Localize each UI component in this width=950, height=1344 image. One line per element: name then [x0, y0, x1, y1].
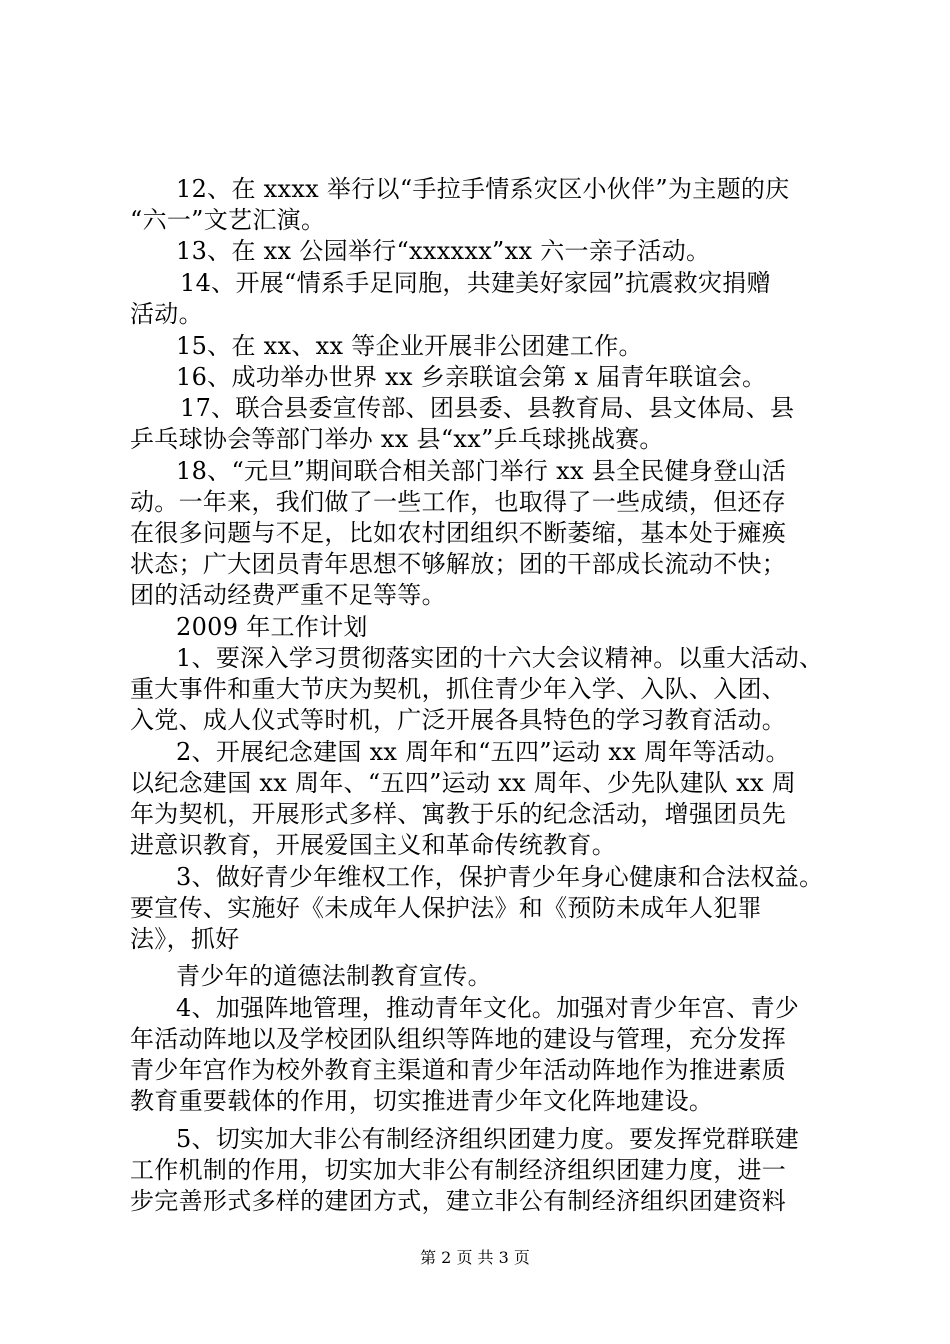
paragraph-line-13: 状态；广大团员青年思想不够解放；团的干部成长流动不快；: [130, 550, 787, 578]
paragraph-line-12: 在很多问题与不足，比如农村团组织不断萎缩，基本处于瘫痪: [130, 519, 787, 547]
paragraph-line-18: 入党、成人仪式等时机，广泛开展各具特色的学习教育活动。: [130, 706, 787, 734]
paragraph-line-30: 教育重要载体的作用，切实推进青少年文化阵地建设。: [130, 1087, 714, 1115]
paragraph-line-11: 动。一年来，我们做了一些工作，也取得了一些成绩，但还存: [130, 488, 787, 516]
paragraph-line-9: 乒乓球协会等部门举办 xx 县“xx”乒乓球挑战赛。: [130, 425, 664, 453]
paragraph-line-5: 活动。: [130, 300, 203, 328]
section-heading-2009-plan: 2009 年工作计划: [176, 613, 368, 641]
paragraph-line-20: 以纪念建国 xx 周年、“五四”运动 xx 周年、少先队建队 xx 周: [130, 769, 797, 797]
paragraph-line-33: 步完善形式多样的建团方式，建立非公有制经济组织团建资料: [130, 1187, 787, 1215]
paragraph-line-10: 18、“元旦”期间联合相关部门举行 xx 县全民健身登山活: [176, 457, 787, 485]
paragraph-line-32: 工作机制的作用，切实加大非公有制经济组织团建力度，进一: [130, 1156, 787, 1184]
paragraph-line-27: 4、加强阵地管理，推动青年文化。加强对青少年宫、青少: [176, 994, 800, 1022]
paragraph-line-8: 17、联合县委宣传部、团县委、县教育局、县文体局、县: [180, 394, 795, 422]
paragraph-line-29: 青少年宫作为校外教育主渠道和青少年活动阵地作为推进素质: [130, 1056, 787, 1084]
paragraph-line-23: 3、做好青少年维权工作，保护青少年身心健康和合法权益。: [176, 863, 824, 891]
paragraph-line-31: 5、切实加大非公有制经济组织团建力度。要发挥党群联建: [176, 1125, 800, 1153]
paragraph-line-17: 重大事件和重大节庆为契机，抓住青少年入学、入队、入团、: [130, 675, 787, 703]
paragraph-line-7: 16、成功举办世界 xx 乡亲联谊会第 x 届青年联谊会。: [176, 363, 767, 391]
paragraph-line-21: 年为契机，开展形式多样、寓教于乐的纪念活动，增强团员先: [130, 800, 787, 828]
paragraph-line-6: 15、在 xx、xx 等企业开展非公团建工作。: [176, 332, 643, 360]
paragraph-line-4: 14、开展“情系手足同胞，共建美好家园”抗震救灾捐赠: [180, 269, 771, 297]
paragraph-line-2: “六一”文艺汇演。: [130, 206, 326, 234]
paragraph-line-28: 年活动阵地以及学校团队组织等阵地的建设与管理，充分发挥: [130, 1025, 787, 1053]
paragraph-line-1: 12、在 xxxx 举行以“手拉手情系灾区小伙伴”为主题的庆: [176, 175, 790, 203]
paragraph-line-16: 1、要深入学习贯彻落实团的十六大会议精神。以重大活动、: [176, 644, 824, 672]
paragraph-line-19: 2、开展纪念建国 xx 周年和“五四”运动 xx 周年等活动。: [176, 738, 790, 766]
paragraph-line-25: 法》，抓好: [130, 925, 240, 953]
paragraph-line-22: 进意识教育，开展爱国主义和革命传统教育。: [130, 831, 616, 859]
paragraph-line-24: 要宣传、实施好《未成年人保护法》和《预防未成年人犯罪: [130, 894, 762, 922]
page-number-footer: 第 2 页 共 3 页: [420, 1248, 530, 1267]
paragraph-line-14: 团的活动经费严重不足等等。: [130, 581, 446, 609]
paragraph-line-26: 青少年的道德法制教育宣传。: [176, 962, 492, 990]
paragraph-line-3: 13、在 xx 公园举行“xxxxxx”xx 六一亲子活动。: [176, 237, 711, 265]
